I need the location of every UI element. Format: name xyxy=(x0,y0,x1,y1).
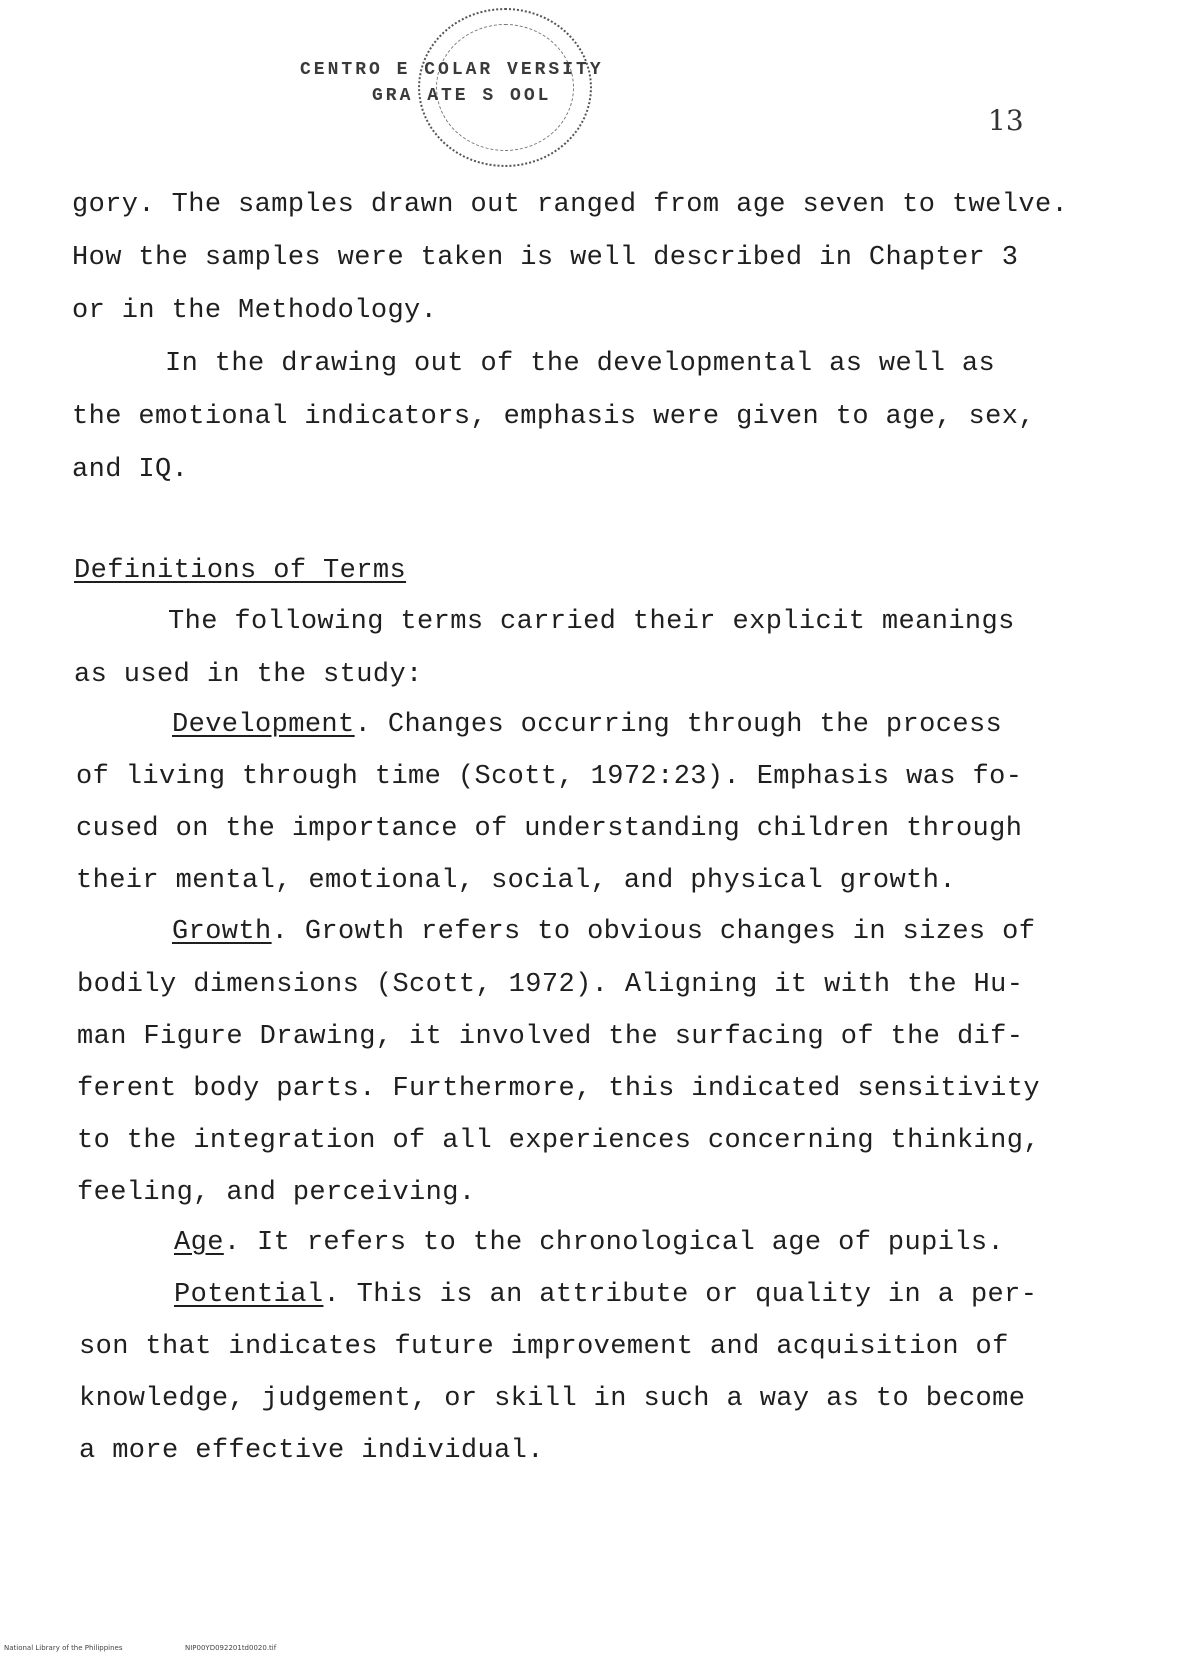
header-university-name: CENTRO E COLAR VERSITY xyxy=(300,60,604,80)
term-label: Growth xyxy=(172,917,272,947)
body-line: How the samples were taken is well described in Chapter 3 xyxy=(72,243,1019,273)
term-potential xyxy=(174,1280,1037,1310)
term-label: Development xyxy=(172,710,355,740)
body-line: son that indicates future improvement and acquisition of xyxy=(79,1332,1009,1362)
body-line: the emotional indicators, emphasis were given to age, sex, xyxy=(72,402,1035,432)
body-line: feeling, and perceiving. xyxy=(77,1178,476,1208)
body-line: bodily dimensions (Scott, 1972). Aligning it with the Hu- xyxy=(77,970,1024,1000)
term-definition: . It refers to the chronological age of pupils. xyxy=(223,1228,1005,1258)
footer-file-name: NIP00YD092201td0020.tif xyxy=(185,1644,277,1652)
body-line: The following terms carried their explicit meanings xyxy=(168,607,1015,637)
term-label: Potential xyxy=(174,1280,324,1310)
header-graduate-school: GRA ATE S OOL xyxy=(372,86,552,106)
term-definition: . Growth refers to obvious changes in sizes of xyxy=(271,917,1036,947)
body-line: a more effective individual. xyxy=(79,1436,544,1466)
body-line: In the drawing out of the developmental as well as xyxy=(165,349,996,379)
term-development xyxy=(172,710,1002,740)
body-line: man Figure Drawing, it involved the surfacing of the dif- xyxy=(77,1022,1024,1052)
body-line: ferent body parts. Furthermore, this indicated sensitivity xyxy=(77,1074,1040,1104)
body-line: as used in the study: xyxy=(74,660,423,690)
body-line: or in the Methodology. xyxy=(72,296,438,326)
term-definition: . Changes occurring through the process xyxy=(354,710,1003,740)
term-definition: . This is an attribute or quality in a per- xyxy=(323,1280,1038,1310)
term-age xyxy=(174,1228,1004,1258)
body-line: gory. The samples drawn out ranged from age seven to twelve. xyxy=(72,190,1069,220)
body-line: knowledge, judgement, or skill in such a way as to become xyxy=(79,1384,1026,1414)
term-growth xyxy=(172,917,1035,947)
term-label: Age xyxy=(174,1228,224,1258)
body-line: of living through time (Scott, 1972:23). Emphasis was fo- xyxy=(76,762,1023,792)
page-number: 13 xyxy=(988,104,1024,137)
body-line: to the integration of all experiences concerning thinking, xyxy=(77,1126,1040,1156)
body-line: their mental, emotional, social, and physical growth. xyxy=(76,866,956,896)
footer-library-credit: National Library of the Philippines xyxy=(4,1644,123,1652)
body-line: cused on the importance of understanding children through xyxy=(76,814,1023,844)
section-heading: Definitions of Terms xyxy=(74,556,407,586)
body-line: and IQ. xyxy=(72,455,189,485)
